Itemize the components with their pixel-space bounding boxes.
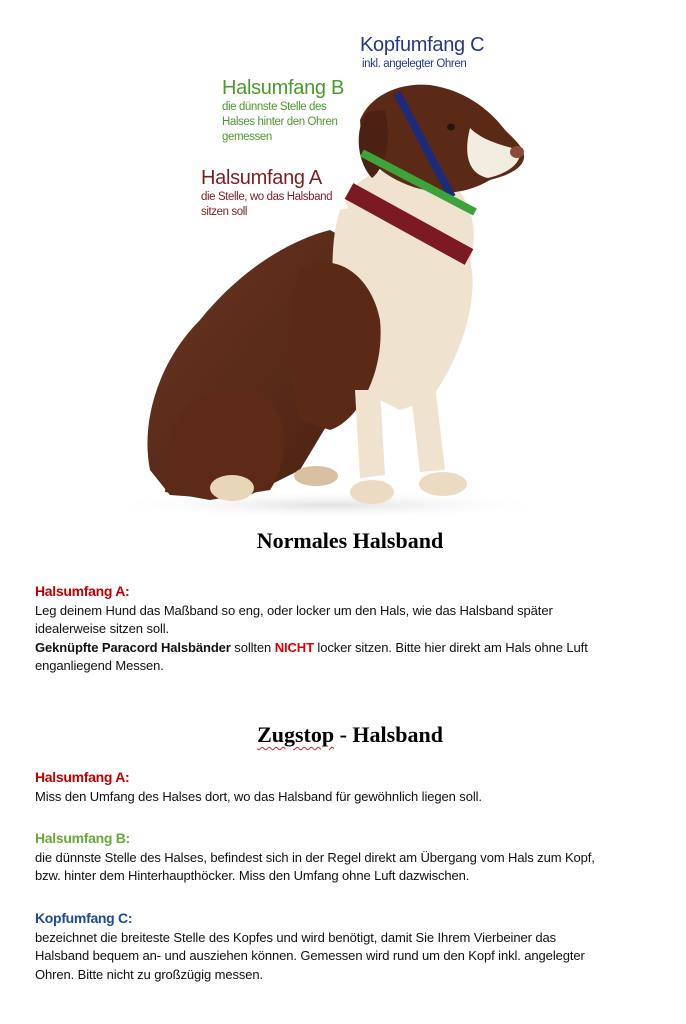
label-a-sub-2: sitzen soll <box>201 205 248 218</box>
zug-b-heading: Halsumfang B: <box>35 830 130 846</box>
heading-zugstop-halsband <box>0 722 686 748</box>
label-b-sub-1: die dünnste Stelle des <box>222 101 327 113</box>
zug-c-line-1: bezeichnet die breiteste Stelle des Kopfes und wird benötigt, damit Sie Ihrem Vierbeiner das <box>35 929 556 945</box>
heading-normales-halsband: Normales Halsband <box>256 528 444 553</box>
label-c-sub: inkl. angelegter Ohren <box>362 58 467 70</box>
section-zugstop-halsumfang-b <box>35 829 665 886</box>
section-normal-halsumfang-a <box>35 582 665 676</box>
nicht-emphasis: NICHT <box>274 639 314 655</box>
section-zugstop-kopfumfang-c <box>35 909 665 984</box>
zug-a-text: Miss den Umfang des Halses dort, wo das Halsband für gewöhnlich liegen soll. <box>35 788 482 804</box>
heading-zugstop-rest: - Halsband <box>334 722 443 747</box>
label-a-sub-1: die Stelle, wo das Halsband <box>201 191 333 203</box>
normal-a-mid-text: sollten <box>230 639 275 655</box>
label-b-sub-3: gemessen <box>222 130 272 143</box>
label-c-title: Kopfumfang C <box>360 34 485 56</box>
zug-b-line-2: bzw. hinter dem Hinterhaupthöcker. Miss den Umfang ohne Luft dazwischen. <box>35 868 470 883</box>
normal-a-rest-text: locker sitzen. Bitte hier direkt am Hals ohne Luft <box>313 639 588 655</box>
label-halsumfang-b <box>222 77 344 145</box>
zug-b-line-1: die dünnste Stelle des Halses, befindest sich in der Regel direkt am Übergang vom Hals zum Kopf, <box>35 849 595 865</box>
zug-c-line-3: Ohren. Bitte nicht zu großzügig messen. <box>35 966 264 982</box>
normal-a-line-3 <box>35 639 665 658</box>
zug-a-heading: Halsumfang A: <box>35 769 130 785</box>
paracord-bold-text: Geknüpfte Paracord Halsbänder <box>35 639 231 655</box>
normal-a-line-1: Leg deinem Hund das Maßband so eng, oder locker um den Hals, wie das Halsband später <box>35 602 553 618</box>
normal-a-line-4: enganliegend Messen. <box>35 658 164 673</box>
zug-c-line-2: Halsband bequem an- und ausziehen können. Gemessen wird rund um den Kopf inkl. angelegter <box>35 948 585 963</box>
label-kopfumfang-c <box>360 34 484 72</box>
label-a-title: Halsumfang A <box>201 167 322 189</box>
zug-c-heading: Kopfumfang C: <box>35 910 133 926</box>
label-halsumfang-a <box>201 167 332 220</box>
normal-a-heading: Halsumfang A: <box>35 583 130 599</box>
section-zugstop-halsumfang-a <box>35 768 665 806</box>
spellcheck-word-zugstop: Zugstop <box>257 722 335 747</box>
label-b-title: Halsumfang B <box>222 77 345 99</box>
label-b-sub-2: Halses hinter den Ohren <box>222 115 338 128</box>
normal-a-line-2: idealerweise sitzen soll. <box>35 621 170 636</box>
